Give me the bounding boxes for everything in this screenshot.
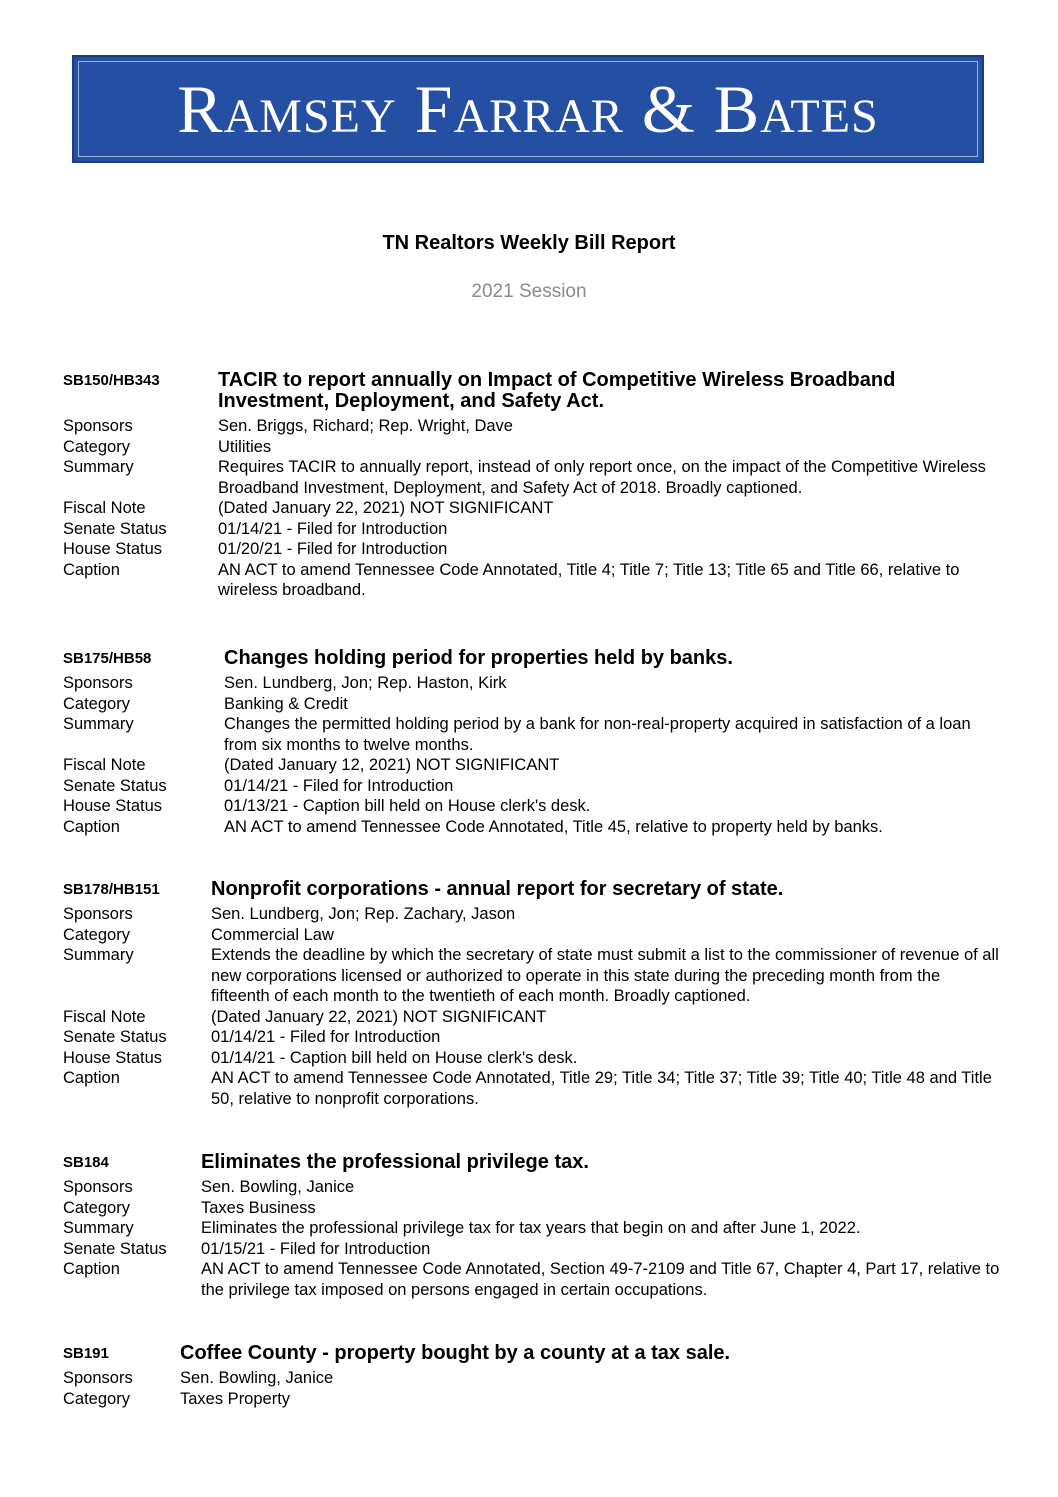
field-row (63, 714, 1003, 755)
field-row (63, 437, 1003, 458)
field-label: Senate Status (63, 1028, 167, 1046)
field-label: Category (63, 694, 130, 713)
field-label: Senate Status (63, 776, 167, 795)
field-value: Eliminates the professional privilege tax for tax years that begin on and after June 1, 2022. (201, 1219, 861, 1237)
field-label: Sponsors (63, 417, 133, 435)
field-label: Caption (63, 817, 120, 836)
field-row (63, 925, 1003, 946)
bill-entry (63, 1343, 1003, 1409)
field-row (63, 519, 1003, 540)
field-value: AN ACT to amend Tennessee Code Annotated, Title 29; Title 34; Title 37; Title 39; Title 40; Title 48 and Title 50, relative to nonprofit corporations. (211, 1069, 992, 1108)
field-row (63, 1068, 1003, 1109)
session-label: 2021 Session (471, 281, 587, 302)
field-value: 01/14/21 - Filed for Introduction (211, 1028, 441, 1046)
field-label: Fiscal Note (63, 499, 146, 517)
field-value: Taxes Property (180, 1389, 291, 1408)
field-value: Commercial Law (211, 925, 334, 944)
field-row (63, 694, 1003, 715)
field-label: Category (63, 1198, 130, 1217)
field-label: Sponsors (63, 1369, 133, 1387)
field-row (63, 1048, 1003, 1069)
bill-number: SB191 (63, 1345, 109, 1362)
field-row (63, 416, 1003, 437)
field-row (63, 1389, 1003, 1410)
field-label: Summary (63, 1219, 134, 1237)
field-value: 01/14/21 - Filed for Introduction (224, 776, 454, 795)
field-label: House Status (63, 797, 163, 815)
field-row (63, 817, 1003, 838)
field-row (63, 796, 1003, 817)
field-value: 01/14/21 - Caption bill held on House clerk's desk. (211, 1048, 578, 1067)
field-label: Category (63, 437, 130, 456)
field-row (63, 539, 1003, 560)
field-value: Banking & Credit (224, 694, 348, 713)
field-row (63, 1259, 1003, 1300)
field-value: 01/13/21 - Caption bill held on House clerk's desk. (224, 797, 591, 815)
field-value: 01/15/21 - Filed for Introduction (201, 1239, 431, 1258)
field-value: Sen. Lundberg, Jon; Rep. Zachary, Jason (211, 905, 516, 923)
field-label: Summary (63, 715, 134, 733)
field-row (63, 755, 1003, 776)
field-value: Requires TACIR to annually report, instead of only report once, on the impact of the Competitive Wireless Broadband Investment, Deployment, and Safety Act of 2018. Broadly captioned. (218, 458, 986, 497)
report-title: TN Realtors Weekly Bill Report (382, 232, 676, 254)
field-value: (Dated January 22, 2021) NOT SIGNIFICANT (211, 1007, 547, 1026)
field-row (63, 457, 1003, 498)
field-label: Category (63, 1389, 130, 1408)
field-label: Summary (63, 458, 134, 476)
field-label: Fiscal Note (63, 1007, 146, 1026)
field-row (63, 673, 1003, 694)
field-label: Senate Status (63, 519, 167, 538)
field-label: Sponsors (63, 674, 133, 692)
firm-name: Ramsey Farrar & Bates (177, 71, 879, 147)
field-label: Caption (63, 560, 120, 579)
field-label: Summary (63, 946, 134, 964)
field-value: (Dated January 12, 2021) NOT SIGNIFICANT (224, 756, 560, 774)
field-value: AN ACT to amend Tennessee Code Annotated, Section 49-7-2109 and Title 67, Chapter 4, Part 17, relative to the privilege tax imposed on persons engaged in certain occupations. (201, 1260, 1000, 1299)
field-row (63, 1007, 1003, 1028)
firm-logo-banner (72, 55, 984, 163)
bill-title: Coffee County - property bought by a county at a tax sale. (180, 1342, 731, 1364)
field-value: Extends the deadline by which the secretary of state must submit a list to the commissioner of revenue of all new corporations licensed or authorized to operate in this state during the preceding month from the fifteenth of each month to the twentieth of each month. Broadly captioned. (211, 946, 999, 1005)
field-value: Utilities (218, 437, 272, 456)
field-row (63, 776, 1003, 797)
field-label: Category (63, 925, 130, 944)
field-value: 01/20/21 - Filed for Introduction (218, 540, 448, 558)
field-label: Senate Status (63, 1239, 167, 1258)
field-row (63, 1198, 1003, 1219)
bill-title: TACIR to report annually on Impact of Competitive Wireless Broadband Investment, Deployment, and Safety Act. (218, 369, 896, 412)
bill-entry (63, 370, 1003, 601)
bill-number: SB178/HB151 (63, 881, 160, 898)
field-value: Sen. Bowling, Janice (180, 1369, 334, 1387)
field-row (63, 560, 1003, 601)
bill-entry (63, 1152, 1003, 1300)
field-row (63, 498, 1003, 519)
field-value: Sen. Lundberg, Jon; Rep. Haston, Kirk (224, 674, 507, 692)
field-row (63, 1368, 1003, 1389)
field-row (63, 945, 1003, 1007)
field-value: Sen. Bowling, Janice (201, 1178, 355, 1196)
field-row (63, 1027, 1003, 1048)
field-row (63, 904, 1003, 925)
field-label: House Status (63, 1048, 163, 1067)
bill-title: Changes holding period for properties held by banks. (224, 647, 733, 669)
bill-number: SB184 (63, 1154, 109, 1171)
field-value: Sen. Briggs, Richard; Rep. Wright, Dave (218, 417, 513, 435)
bill-number: SB150/HB343 (63, 372, 160, 389)
field-row (63, 1218, 1003, 1239)
field-label: Sponsors (63, 1178, 133, 1196)
field-label: Caption (63, 1260, 120, 1278)
field-label: House Status (63, 540, 163, 558)
field-value: 01/14/21 - Filed for Introduction (218, 519, 448, 538)
field-label: Fiscal Note (63, 756, 146, 774)
field-value: Changes the permitted holding period by a bank for non-real-property acquired in satisfaction of a loan from six months to twelve months. (224, 715, 971, 754)
field-value: (Dated January 22, 2021) NOT SIGNIFICANT (218, 499, 554, 517)
bill-entry (63, 879, 1003, 1109)
bill-title: Eliminates the professional privilege tax. (201, 1151, 589, 1173)
field-row (63, 1177, 1003, 1198)
bill-entry (63, 648, 1003, 837)
field-label: Caption (63, 1069, 120, 1087)
field-value: Taxes Business (201, 1198, 316, 1217)
bill-number: SB175/HB58 (63, 650, 152, 667)
field-label: Sponsors (63, 905, 133, 923)
field-row (63, 1239, 1003, 1260)
field-value: AN ACT to amend Tennessee Code Annotated, Title 4; Title 7; Title 13; Title 65 and Title 66, relative to wireless broadband. (218, 560, 960, 599)
bill-title: Nonprofit corporations - annual report for secretary of state. (211, 878, 784, 900)
field-value: AN ACT to amend Tennessee Code Annotated, Title 45, relative to property held by banks. (224, 817, 883, 836)
